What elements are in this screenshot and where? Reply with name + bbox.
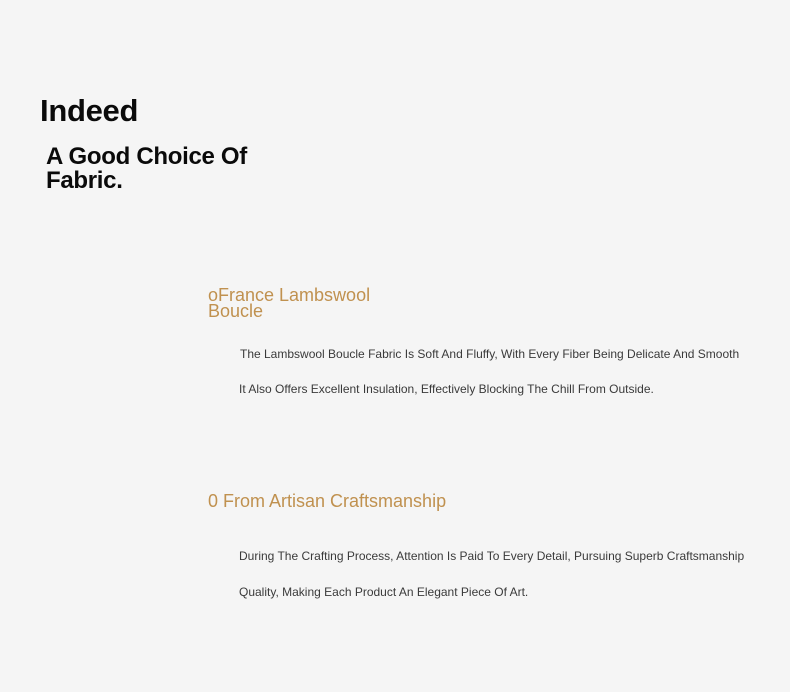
feature-title: 0 From Artisan Craftsmanship	[208, 491, 447, 511]
feature-lambswool-boucle	[208, 285, 740, 396]
feature-description-line: It Also Offers Excellent Insulation, Effectively Blocking The Chill From Outside.	[239, 382, 654, 396]
page-subtitle: A Good Choice Of Fabric.	[46, 143, 247, 194]
page-heading	[40, 92, 316, 193]
feature-artisan-craftsmanship	[208, 491, 745, 599]
feature-description-line: The Lambswool Boucle Fabric Is Soft And Fluffy, With Every Fiber Being Delicate And Smooth	[240, 347, 740, 361]
feature-title: oFrance Lambswool Boucle	[208, 285, 371, 321]
page-title: Indeed	[40, 93, 139, 128]
feature-description-line: Quality, Making Each Product An Elegant Piece Of Art.	[239, 585, 529, 599]
feature-description-line: During The Crafting Process, Attention Is Paid To Every Detail, Pursuing Superb Craftsmanship	[239, 549, 745, 563]
